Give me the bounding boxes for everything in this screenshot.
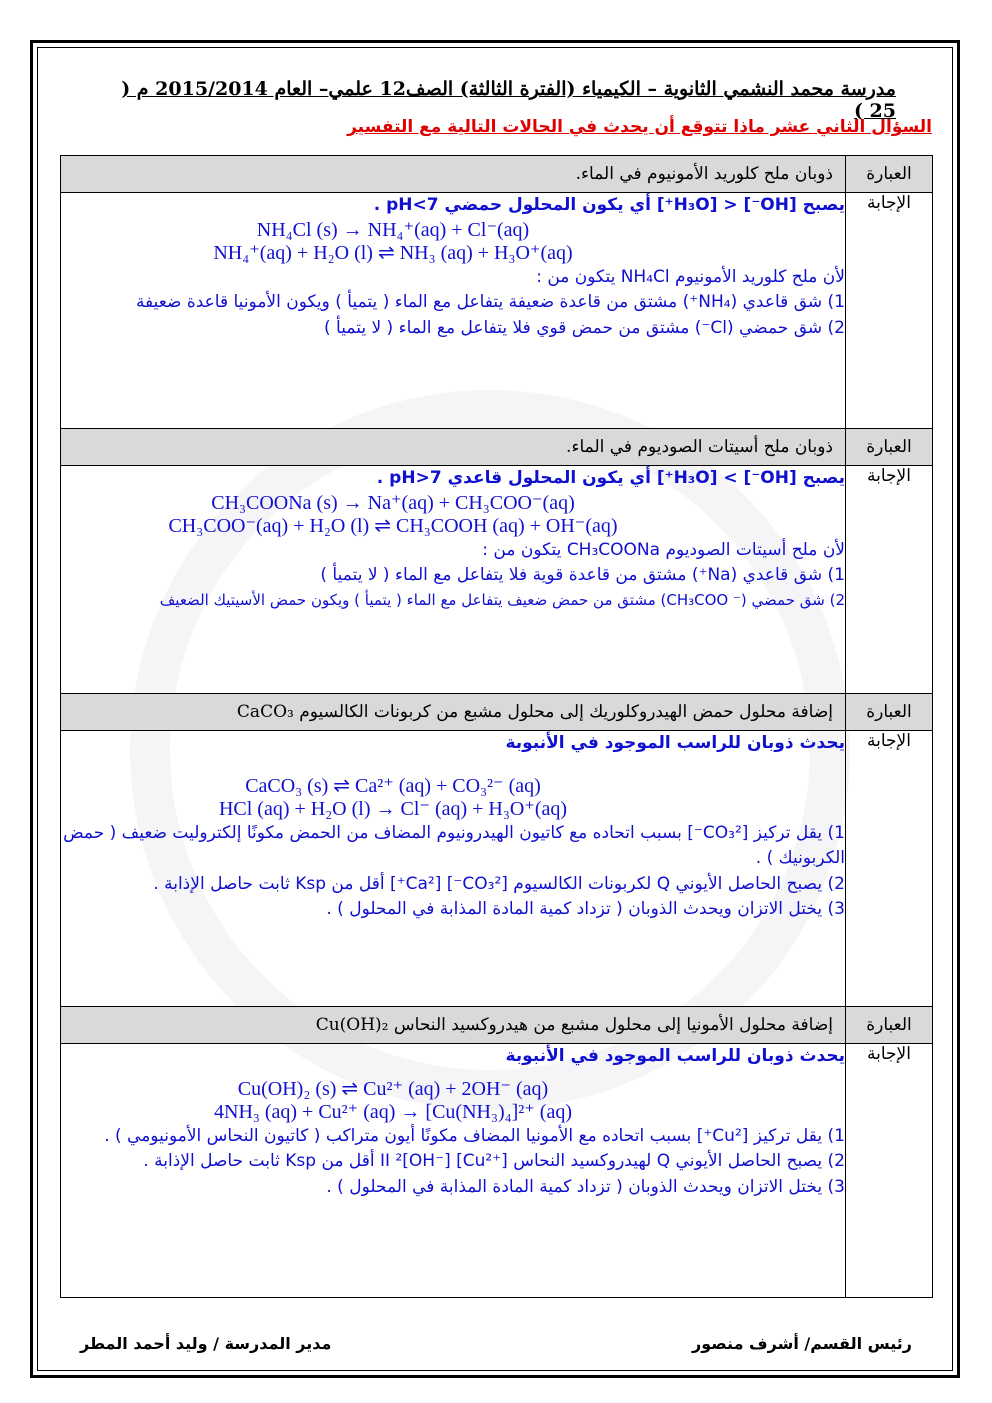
answer-row-3 (61, 731, 933, 1007)
answer-cell-3 (61, 731, 846, 1007)
answer-3-point-2: 2) يصبح الحاصل الأيوني Q لكربونات الكالسيوم [CO₃²⁻] [Ca²⁺] أقل من Ksp ثابت حاصل الإذابة . (153, 873, 845, 894)
answer-2-equation-1: CH₃COONa (s) → Na⁺(aq) + CH₃COO⁻(aq) (211, 491, 575, 514)
page-title: مدرسة محمد النشمي الثانوية – الكيمياء (الفترة الثالثة) الصف12 علمي– العام 2015/2014 م ( 25 ) (121, 78, 896, 122)
answer-4-point-2: 2) يصبح الحاصل الأيوني Q لهيدروكسيد النحاس II ²[OH⁻] [Cu²⁺] أقل من Ksp ثابت حاصل الإذابة . (143, 1151, 845, 1171)
statement-row-3 (61, 694, 933, 731)
answer-4-point-1: 1) يقل تركيز [Cu²⁺] بسبب اتحاده مع الأمونيا المضاف مكونًا أيون متراكب ( كاتيون النحاس الأمونيومي ) . (104, 1125, 845, 1146)
answer-1-equation-1: NH₄Cl (s) → NH₄⁺(aq) + Cl⁻(aq) (256, 218, 530, 241)
answer-label: الإجابة (846, 466, 933, 694)
answer-4-equation-2: 4NH₃ (aq) + Cu²⁺ (aq) → [Cu(NH₃)₄]²⁺ (aq) (214, 1100, 572, 1123)
answer-label: الإجابة (846, 731, 933, 1007)
answer-cell-2 (61, 466, 846, 694)
answer-1-equation-2: NH₄⁺(aq) + H₂O (l) ⇌ NH₃ (aq) + H₃O⁺(aq) (213, 241, 573, 264)
answer-3-equation-2: HCl (aq) + H₂O (l) → Cl⁻ (aq) + H₃O⁺(aq) (218, 797, 568, 820)
answer-4-equation-1: Cu(OH)₂ (s) ⇌ Cu²⁺ (aq) + 2OH⁻ (aq) (237, 1077, 549, 1100)
statement-text-3: إضافة محلول حمض الهيدروكلوريك إلى محلول مشبع من كربونات الكالسيوم CaCO₃ (61, 694, 846, 731)
statement-label: العبارة (846, 156, 933, 193)
answer-3-point-3: 3) يختل الاتزان ويحدث الذوبان ( تزداد كمية المادة المذابة في المحلول ) . (326, 899, 845, 919)
statement-label: العبارة (846, 429, 933, 466)
answer-row-2 (61, 466, 933, 694)
answer-2-equation-2: CH₃COO⁻(aq) + H₂O (l) ⇌ CH₃COOH (aq) + OH⁻(aq) (168, 514, 618, 537)
statement-label: العبارة (846, 694, 933, 731)
statement-row-4 (61, 1007, 933, 1044)
statement-text-2: ذوبان ملح أسيتات الصوديوم في الماء. (61, 429, 846, 466)
answer-2-reason: لأن ملح أسيتات الصوديوم CH₃COONa يتكون من : (482, 539, 845, 560)
statement-text-4: إضافة محلول الأمونيا إلى محلول مشبع من هيدروكسيد النحاس Cu(OH)₂ (61, 1007, 846, 1044)
answer-4-point-3: 3) يختل الاتزان ويحدث الذوبان ( تزداد كمية المادة المذابة في المحلول ) . (326, 1176, 845, 1197)
statement-label: العبارة (846, 1007, 933, 1044)
statement-text-1: ذوبان ملح كلوريد الأمونيوم في الماء. (61, 156, 846, 193)
answer-1-reason: لأن ملح كلوريد الأمونيوم NH₄Cl يتكون من : (536, 266, 845, 287)
answer-1-point-2: 2) شق حمضي (Cl⁻) مشتق من حمض قوي فلا يتفاعل مع الماء ( لا يتميأ ) (324, 317, 845, 338)
department-head: رئيس القسم/ أشرف منصور (692, 1334, 912, 1353)
answer-cell-4 (61, 1044, 846, 1298)
answer-4-result: يحدث ذوبان للراسب الموجود في الأنبوبة (505, 1046, 845, 1066)
statement-row-2 (61, 429, 933, 466)
answer-3-point-1: 1) يقل تركيز [CO₃²⁻] بسبب اتحاده مع كاتيون الهيدرونيوم المضاف من الحمض مكونًا إلكتروليت ضعيف ( حمض الكربونيك ) . (63, 822, 845, 868)
answer-row-1 (61, 193, 933, 429)
answer-3-result: يحدث ذوبان للراسب الموجود في الأنبوبة (505, 733, 845, 753)
answer-2-point-2: 2) شق حمضي (⁻ CH₃COO) مشتق من حمض ضعيف يتفاعل مع الماء ( يتميأ ) ويكون حمض الأسيتيك الضعيف (159, 590, 845, 609)
answer-cell-1 (61, 193, 846, 429)
answer-2-point-1: 1) شق قاعدي (Na⁺) مشتق من قاعدة قوية فلا يتفاعل مع الماء ( لا يتميأ ) (320, 565, 845, 585)
answer-2-result: يصبح [OH⁻] > [H₃O⁺] أي يكون المحلول قاعدي pH>7 . (376, 468, 845, 488)
answer-label: الإجابة (846, 1044, 933, 1298)
statement-row-1 (61, 156, 933, 193)
answer-3-equation-1: CaCO₃ (s) ⇌ Ca²⁺ (aq) + CO₃²⁻ (aq) (245, 774, 541, 797)
answer-1-point-1: 1) شق قاعدي (NH₄⁺) مشتق من قاعدة ضعيفة يتفاعل مع الماء ( يتميأ ) ويكون الأمونيا قاعدة ضعيفة (135, 292, 845, 312)
qa-table (60, 155, 933, 1298)
answer-row-4 (61, 1044, 933, 1298)
answer-1-result: يصبح [OH⁻] < [H₃O⁺] أي يكون المحلول حمضي pH<7 . (373, 195, 845, 215)
answer-label: الإجابة (846, 193, 933, 429)
school-principal: مدير المدرسة / وليد أحمد المطر (80, 1334, 332, 1353)
signature-footer (80, 1334, 912, 1360)
question-title: السؤال الثاني عشر ماذا تتوقع أن يحدث في الحالات التالية مع التفسير (347, 117, 932, 137)
